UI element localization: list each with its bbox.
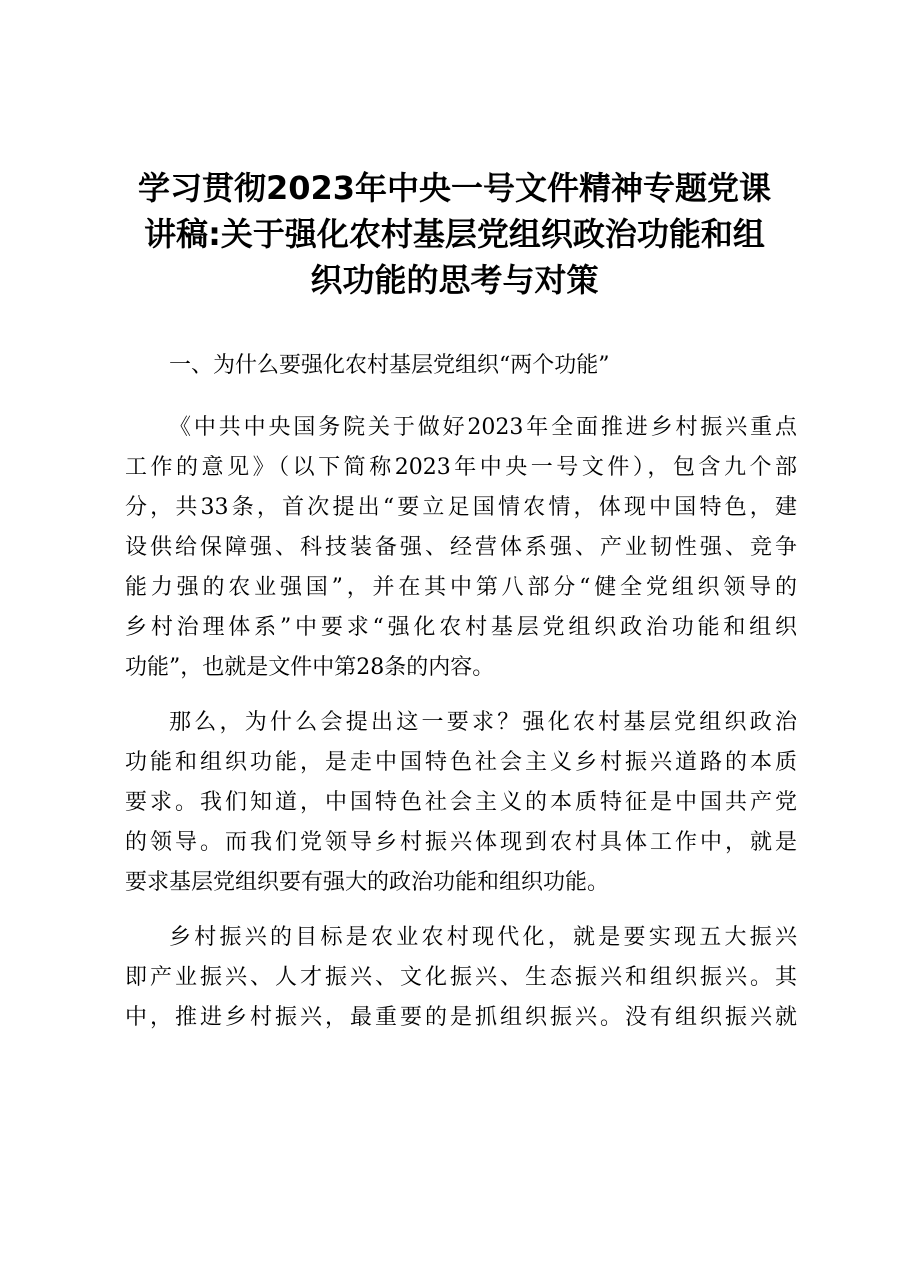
paragraph-line: 即产业振兴、人才振兴、文化振兴、生态振兴和组织振兴。其 — [125, 965, 797, 990]
paragraph-line: 要求。我们知道，中国特色社会主义的本质特征是中国共产党 — [125, 790, 797, 815]
paragraph-line: 乡村振兴的目标是农业农村现代化，就是要实现五大振兴 — [169, 925, 797, 950]
paragraph-2 — [125, 703, 797, 903]
title-line: 织功能的思考与对策 — [310, 261, 599, 299]
paragraph-line: 分，共33条，首次提出“要立足国情农情，体现中国特色，建 — [125, 495, 797, 520]
title-line: 讲稿:关于强化农村基层党组织政治功能和组 — [144, 215, 765, 253]
paragraph-line: 乡村治理体系”中要求“强化农村基层党组织政治功能和组织 — [125, 615, 797, 640]
paragraph-line: 中，推进乡村振兴，最重要的是抓组织振兴。没有组织振兴就 — [125, 1005, 797, 1030]
paragraph-line: 的领导。而我们党领导乡村振兴体现到农村具体工作中，就是 — [125, 830, 797, 855]
paragraph-line: 要求基层党组织要有强大的政治功能和组织功能。 — [125, 870, 610, 895]
paragraph-line: 能力强的农业强国”，并在其中第八部分“健全党组织领导的 — [125, 575, 797, 600]
document-title — [112, 165, 797, 303]
paragraph-line: 那么，为什么会提出这一要求？强化农村基层党组织政治 — [169, 710, 797, 735]
paragraph-line: 功能”，也就是文件中第28条的内容。 — [125, 655, 495, 680]
title-line: 学习贯彻2023年中央一号文件精神专题党课 — [137, 169, 772, 207]
section-heading: 一、为什么要强化农村基层党组织“两个功能” — [169, 353, 610, 378]
paragraph-line: 功能和组织功能，是走中国特色社会主义乡村振兴道路的本质 — [125, 750, 797, 775]
paragraph-line: 《中共中央国务院关于做好2023年全面推进乡村振兴重点 — [169, 415, 797, 440]
paragraph-line: 设供给保障强、科技装备强、经营体系强、产业韧性强、竞争 — [125, 535, 797, 560]
document-body — [125, 346, 797, 1038]
paragraph-1 — [125, 408, 797, 688]
paragraph-line: 工作的意见》（以下简称2023年中央一号文件），包含九个部 — [125, 455, 797, 480]
paragraph-3 — [125, 918, 797, 1038]
